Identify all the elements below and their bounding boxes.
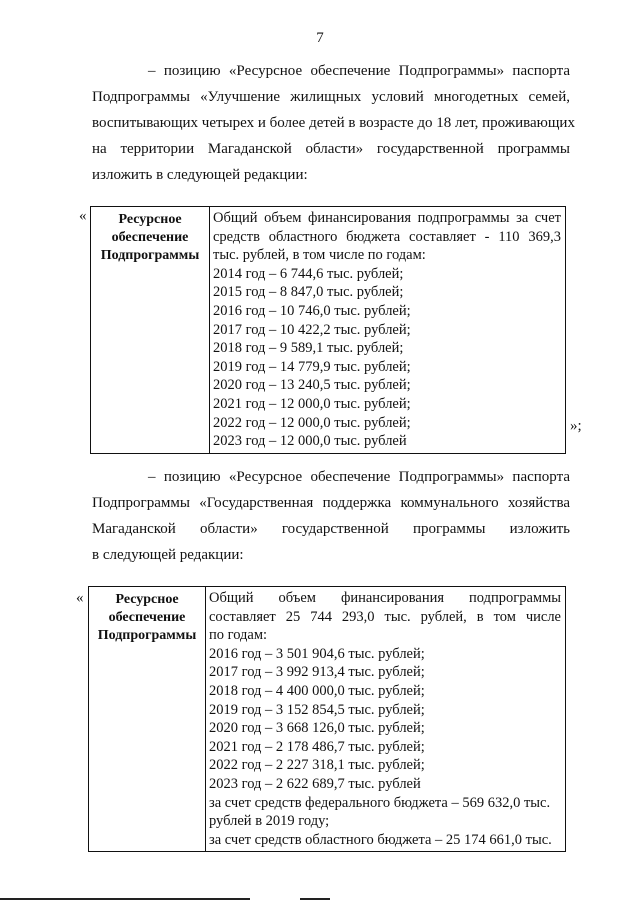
page-number: 7: [316, 30, 324, 46]
content-line: 2016 год – 3 501 904,6 тыс. рублей;: [209, 645, 425, 662]
footer-rule: [300, 898, 330, 900]
content-line: 2017 год – 3 992 913,4 тыс. рублей;: [209, 664, 425, 681]
label-line: Подпрограммы: [100, 248, 200, 263]
paragraph-line: – позицию «Ресурсное обеспечение Подпрограммы» паспорта: [148, 63, 570, 79]
label-line: обеспечение: [111, 230, 189, 245]
content-line: 2023 год – 12 000,0 тыс. рублей: [213, 433, 407, 450]
content-line: 2019 год – 3 152 854,5 тыс. рублей;: [209, 701, 425, 718]
content-line: 2022 год – 2 227 318,1 тыс. рублей;: [209, 757, 425, 774]
footer-rule: [0, 898, 250, 900]
resource-label-cell: [91, 207, 210, 454]
content-line: 2017 год – 10 422,2 тыс. рублей;: [213, 321, 411, 338]
label-line: Ресурсное: [115, 592, 179, 607]
open-quote-mark: «: [79, 208, 87, 224]
open-quote-mark: «: [76, 590, 84, 606]
close-quote-mark: »;: [570, 418, 582, 434]
paragraph-line: Подпрограммы «Государственная поддержка коммунального хозяйства: [92, 495, 570, 511]
content-line: за счет средств федерального бюджета – 569 632,0 тыс.: [209, 794, 551, 811]
resource-label-cell: [89, 587, 206, 852]
content-line: 2020 год – 13 240,5 тыс. рублей;: [213, 377, 411, 394]
content-line: 2014 год – 6 744,6 тыс. рублей;: [213, 265, 404, 282]
content-line: средств областного бюджета составляет - 110 369,3: [213, 228, 561, 245]
resource-content-cell: [210, 207, 566, 454]
content-line: 2022 год – 12 000,0 тыс. рублей;: [213, 414, 411, 431]
content-line: Общий объем финансирования подпрограммы за счет: [213, 210, 561, 226]
content-line: 2021 год – 2 178 486,7 тыс. рублей;: [209, 738, 425, 755]
content-line: 2020 год – 3 668 126,0 тыс. рублей;: [209, 720, 425, 737]
paragraph-line: изложить в следующей редакции:: [92, 167, 308, 183]
content-line: 2021 год – 12 000,0 тыс. рублей;: [213, 395, 411, 412]
resource-table-1: [90, 206, 566, 454]
label-line: обеспечение: [108, 610, 186, 625]
label-line: Подпрограммы: [97, 628, 197, 643]
paragraph-line: Подпрограммы «Улучшение жилищных условий многодетных семей,: [92, 89, 570, 105]
content-line: составляет 25 744 293,0 тыс. рублей, в том числе: [209, 608, 561, 625]
content-line: 2016 год – 10 746,0 тыс. рублей;: [213, 302, 411, 319]
content-line: 2023 год – 2 622 689,7 тыс. рублей: [209, 775, 421, 792]
content-line: тыс. рублей, в том числе по годам:: [213, 247, 426, 264]
amendment-paragraph-1: [92, 58, 575, 188]
paragraph-line: – позицию «Ресурсное обеспечение Подпрограммы» паспорта: [148, 469, 570, 485]
paragraph-line: на территории Магаданской области» государственной программы: [92, 141, 570, 157]
content-line: 2018 год – 9 589,1 тыс. рублей;: [213, 340, 404, 357]
content-line: по годам:: [209, 627, 268, 644]
content-line: 2019 год – 14 779,9 тыс. рублей;: [213, 358, 411, 375]
paragraph-line: в следующей редакции:: [92, 547, 244, 563]
amendment-paragraph-2: [92, 464, 570, 568]
content-line: за счет средств областного бюджета – 25 174 661,0 тыс.: [209, 831, 552, 848]
label-line: Ресурсное: [118, 212, 182, 227]
resource-content-cell: [206, 587, 566, 852]
resource-table-2: [88, 586, 566, 852]
paragraph-line: Магаданской области» государственной программы изложить: [92, 521, 570, 537]
content-line: 2018 год – 4 400 000,0 тыс. рублей;: [209, 682, 425, 699]
content-line: 2015 год – 8 847,0 тыс. рублей;: [213, 284, 404, 301]
content-line: Общий объем финансирования подпрограммы: [209, 590, 561, 606]
paragraph-line: воспитывающих четырех и более детей в возрасте до 18 лет, проживающих: [92, 115, 575, 131]
content-line: рублей в 2019 году;: [209, 813, 330, 830]
